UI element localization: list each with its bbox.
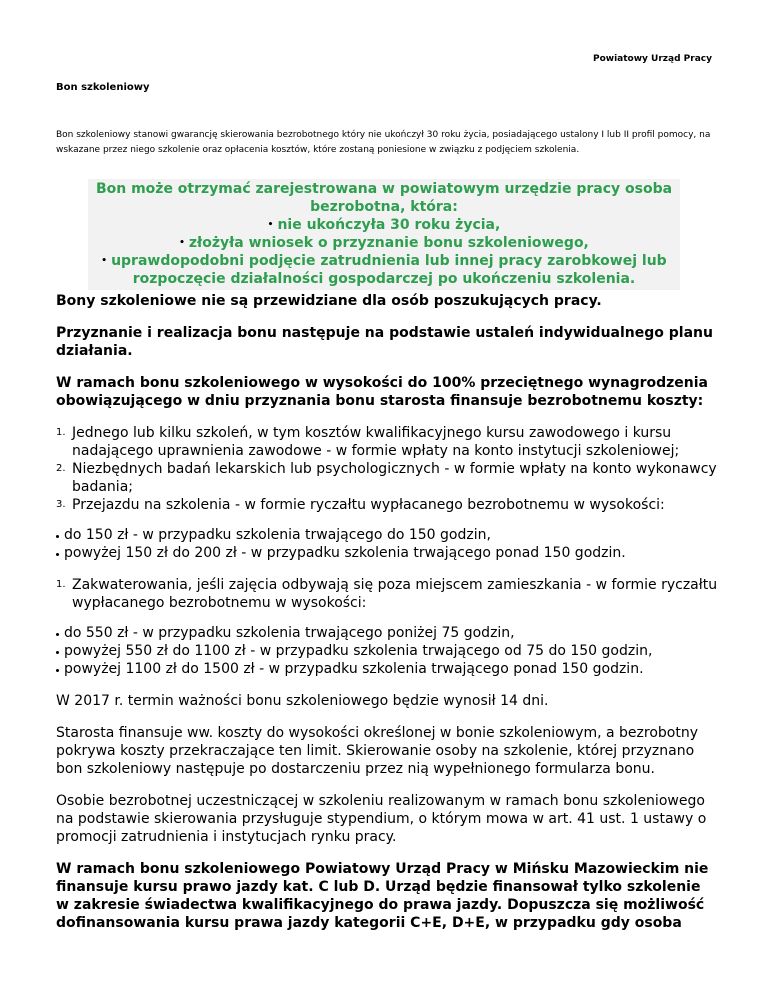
eligibility-item: • uprawdopodobni podjęcie zatrudnienia lub innej pracy zarobkowej lub rozpoczęcie działalności gospodarczej po ukończeniu szkolenia. [101,253,667,287]
eligibility-item: • złożyła wniosek o przyznanie bonu szkoleniowego, [179,235,589,251]
list-item: do 550 zł - w przypadku szkolenia trwającego poniżej 75 godzin, [56,624,718,642]
driving-license-paragraph: W ramach bonu szkoleniowego Powiatowy Urząd Pracy w Mińsku Mazowieckim nie finansuje kursu prawo jazdy kat. C lub D. Urząd będzie finansował tylko szkolenie w zakresie świadectwa kwalifikacyjnego do prawa jazdy. Dopuszcza się możliwość dofinansowania kursu prawa jazdy kategorii C+E, D+E, w przypadku gdy osoba [56,861,709,931]
list-item: do 150 zł - w przypadku szkolenia trwającego do 150 godzin, [56,526,718,544]
bullet-icon: • [101,256,108,266]
limit-paragraph: Starosta finansuje ww. koszty do wysokości określonej w bonie szkoleniowym, a bezrobotny pokrywa koszty przekraczające ten limit. Skierowanie osoby na szkolenie, której przyznano bon szkoleniowy następuje po dostarczeniu przez nią wypełnionego formularza bonu. [56,725,699,777]
list-item: powyżej 550 zł do 1100 zł - w przypadku szkolenia trwającego od 75 do 150 godzin, [56,642,718,660]
bullet-icon: • [179,238,185,248]
main-content [56,292,718,932]
stipend-paragraph: Osobie bezrobotnej uczestniczącej w szkoleniu realizowanym w ramach bonu szkoleniowego na podstawie skierowania przysługuje stypendium, o którym mowa w art. 41 ust. 1 ustawy o promocji zatrudnienia i instytucjach rynku pracy. [56,793,707,845]
eligibility-box [88,179,680,290]
list-item: 3. Przejazdu na szkolenia - w formie ryczałtu wypłacanego bezrobotnemu w wysokości: [56,497,665,513]
eligibility-heading: Bon może otrzymać zarejestrowana w powiatowym urzędzie pracy osoba bezrobotna, która: [95,181,673,215]
validity-paragraph: W 2017 r. termin ważności bonu szkoleniowego będzie wynosił 14 dni. [56,693,549,709]
document-title: Bon szkoleniowy [56,82,150,93]
accommodation-rates-list [56,624,718,678]
cost-list [56,424,718,514]
list-item: powyżej 150 zł do 200 zł - w przypadku szkolenia trwającego ponad 150 godzin. [56,544,718,562]
list-item: 1. Jednego lub kilku szkoleń, w tym kosztów kwalifikacyjnego kursu zawodowego i kursu nadającego uprawnienia zawodowe - w formie wpłaty na konto instytucji szkoleniowej; [56,425,680,459]
list-item: 1. Zakwaterowania, jeśli zajęcia odbywają się poza miejscem zamieszkania - w formie ryczałtu wypłacanego bezrobotnemu w wysokości: [56,577,718,611]
office-name: Powiatowy Urząd Pracy [593,54,712,64]
ipd-paragraph: Przyznanie i realizacja bonu następuje na podstawie ustaleń indywidualnego planu działania. [56,325,713,359]
list-item: powyżej 1100 zł do 1500 zł - w przypadku szkolenia trwającego ponad 150 godzin. [56,660,718,678]
travel-rates-list [56,526,718,562]
accommodation-list [56,576,718,612]
no-job-seekers-paragraph: Bony szkoleniowe nie są przewidziane dla osób poszukujących pracy. [56,293,602,309]
costs-intro-paragraph: W ramach bonu szkoleniowego w wysokości do 100% przeciętnego wynagrodzenia obowiązującego w dniu przyznania bonu starosta finansuje bezrobotnemu koszty: [56,375,708,409]
list-item: 2. Niezbędnych badań lekarskich lub psychologicznych - w formie wpłaty na konto wykonawcy badania; [56,461,717,495]
eligibility-item: • nie ukończyła 30 roku życia, [267,217,501,233]
intro-paragraph: Bon szkoleniowy stanowi gwarancję skierowania bezrobotnego który nie ukończył 30 roku życia, posiadającego ustalony I lub II profil pomocy, na wskazane przez niego szkolenie oraz opłacenia kosztów, które zostaną poniesione w związku z podjęciem szkolenia. [56,130,711,155]
bullet-icon: • [267,220,274,230]
